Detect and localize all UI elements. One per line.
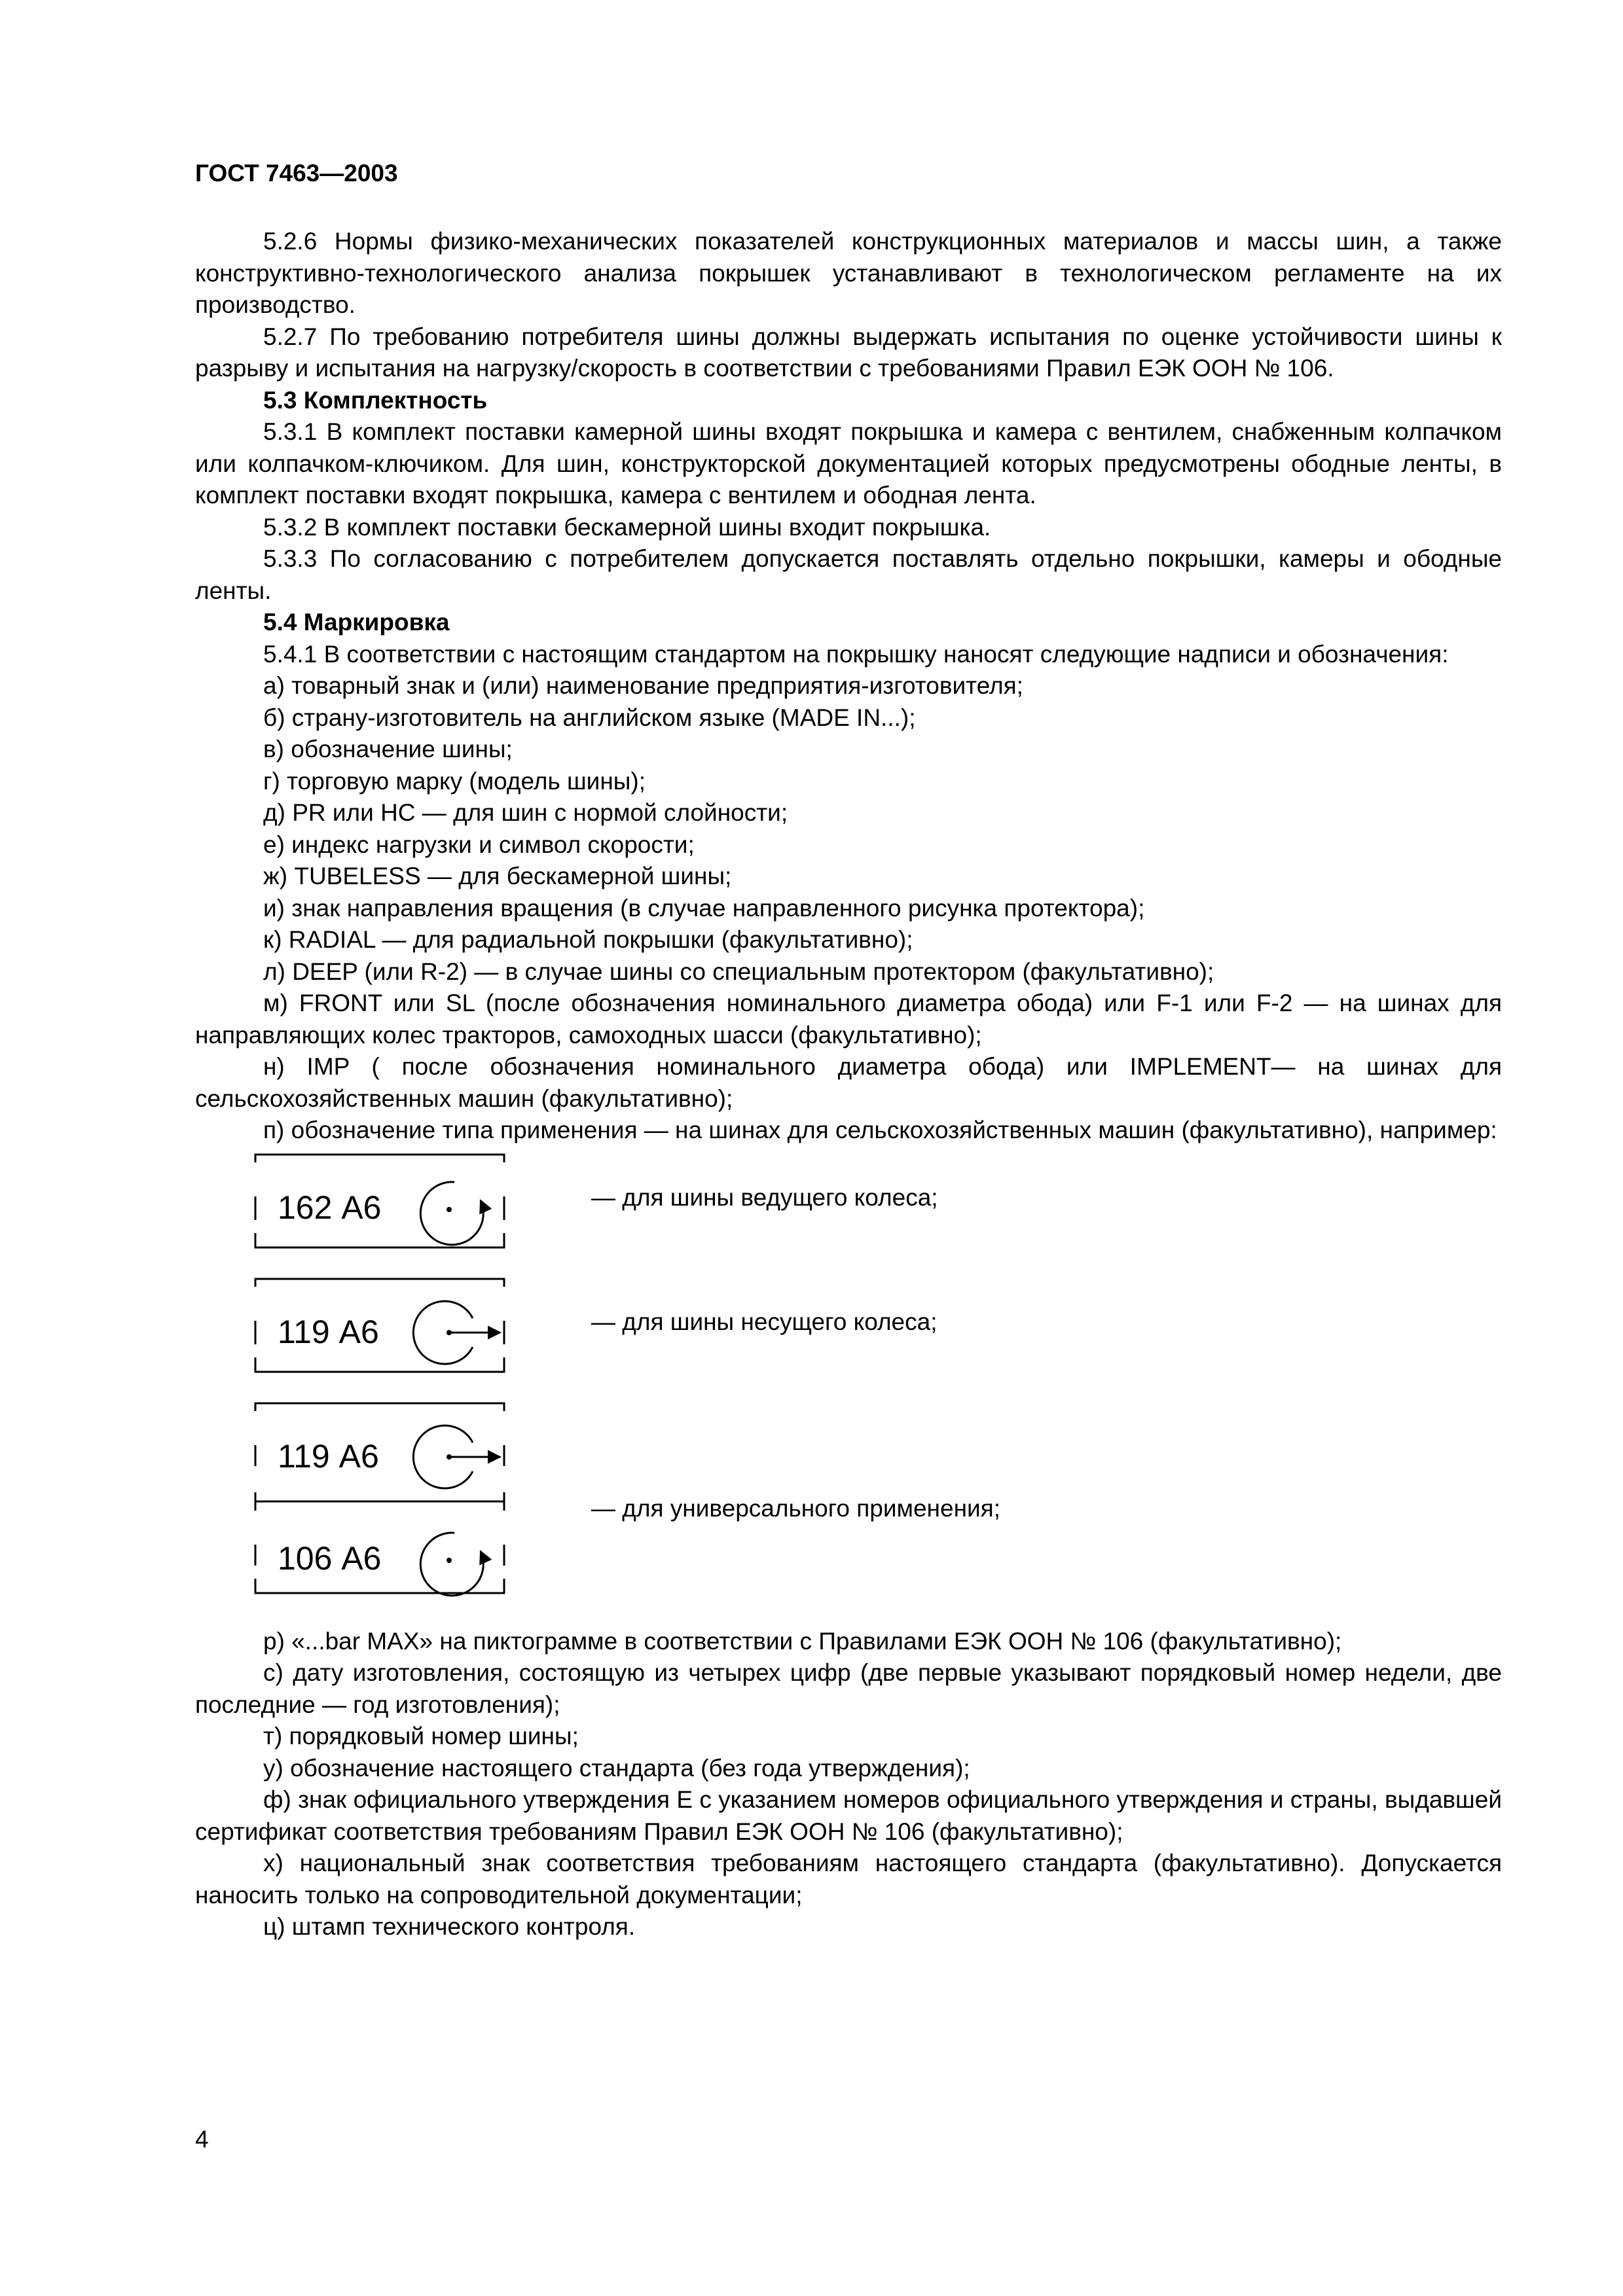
document-body [195, 226, 1502, 1943]
paragraph-5-2-7: 5.2.7 По требованию потребителя шины должны выдержать испытания по оценке устойчивости шины к разрыву и испытания на нагрузку/скорость в соответствии с требованиями Правил ЕЭК ООН № 106. [195, 323, 1502, 382]
marking-figure [195, 1149, 1502, 1626]
list-item-f: ф) знак официального утверждения Е с указанием номеров официального утверждения и страны, выдавшей сертификат соответствия требованиям Правил ЕЭК ООН № 106 (факультативно); [195, 1786, 1502, 1845]
marking-label: 119 А6 [278, 1437, 379, 1475]
section-heading-5-3: 5.3 Комплектность [263, 386, 488, 414]
marking-box-carry [255, 1279, 504, 1372]
list-item: г) торговую марку (модель шины); [263, 767, 646, 795]
list-item-p: п) обозначение типа применения — на шинах для сельскохозяйственных машин (факультативно), например: [263, 1117, 1497, 1143]
paragraph-5-4-1: 5.4.1 В соответствии с настоящим стандартом на покрышку наносят следующие надписи и обозначения: [263, 640, 1449, 668]
list-item-u: у) обозначение настоящего стандарта (без года утверждения); [263, 1754, 970, 1782]
list-item-r: р) «...bar MAX» на пиктограмме в соответствии с Правилами ЕЭК ООН № 106 (факультативно); [263, 1627, 1342, 1655]
list-item-t: т) порядковый номер шины; [263, 1723, 579, 1749]
list-item: ж) TUBELESS — для бескамерной шины; [263, 863, 732, 889]
list-item: к) RADIAL — для радиальной покрышки (факультативно); [263, 926, 913, 953]
list-item-s: с) дату изготовления, состоящую из четырех цифр (две первые указывают порядковый номер недели, две последние — год изготовления); [195, 1659, 1502, 1718]
list-item: л) DEEP (или R-2) — в случае шины со специальным протектором (факультативно); [263, 958, 1214, 985]
list-item-m: м) FRONT или SL (после обозначения номинального диаметра обода) или F-1 или F-2 — на шинах для направляющих колес тракторов, самоходных шасси (факультативно); [195, 990, 1502, 1049]
paragraph-5-3-1: 5.3.1 В комплект поставки камерной шины входят покрышка и камера с вентилем, снабженным колпачком или колпачком-ключиком. Для шин, конструкторской документацией которых предусмотрены ободные ленты, в комплект поставки входят покрышка, камера с вентилем и ободная лента. [195, 418, 1502, 509]
caption-drive-wheel: — для шины ведущего колеса; [591, 1183, 938, 1211]
marking-label: 162 А6 [278, 1189, 382, 1226]
straight-direction-icon [413, 1426, 500, 1488]
rotation-direction-icon [420, 1181, 483, 1244]
section-heading-5-4: 5.4 Маркировка [263, 609, 450, 636]
page-number: 4 [195, 2126, 209, 2153]
list-item-ts: ц) штамп технического контроля. [263, 1913, 636, 1940]
paragraph-5-3-2: 5.3.2 В комплект поставки бескамерной шины входит покрышка. [263, 513, 991, 541]
list-item: в) обозначение шины; [263, 736, 513, 762]
caption-universal: — для универсального применения; [591, 1494, 1000, 1522]
marking-label: 119 А6 [278, 1313, 379, 1350]
list-item: а) товарный знак и (или) наименование предприятия-изготовителя; [263, 672, 1023, 699]
list-item: д) PR или HC — для шин с нормой слойности; [263, 799, 788, 826]
marking-box-drive [255, 1155, 504, 1247]
marking-label: 106 А6 [278, 1539, 382, 1577]
document-header: ГОСТ 7463—2003 [195, 160, 398, 187]
paragraph-5-3-3: 5.3.3 По согласованию с потребителем допускается поставлять отдельно покрышки, камеры и ободные ленты. [195, 545, 1502, 604]
caption-carry-wheel: — для шины несущего колеса; [591, 1308, 938, 1335]
list-item: е) индекс нагрузки и символ скорости; [263, 831, 695, 858]
list-item: б) страну-изготовитель на английском языке (MADE IN...); [263, 704, 916, 731]
marking-box-universal [255, 1403, 504, 1596]
straight-direction-icon [413, 1301, 500, 1364]
list-item-n: н) IMP ( после обозначения номинального диаметра обода) или IMPLEMENT— на шинах для сельскохозяйственных машин (факультативно); [195, 1053, 1502, 1112]
rotation-direction-icon [420, 1532, 483, 1595]
marking-diagram [251, 1149, 539, 1614]
list-item: и) знак направления вращения (в случае направленного рисунка протектора); [263, 894, 1145, 922]
paragraph-5-2-6: 5.2.6 Нормы физико-механических показателей конструкционных материалов и массы шин, а также конструктивно-технологического анализа покрышек устанавливают в технологическом регламенте на их производство. [195, 228, 1502, 318]
list-item-kh: х) национальный знак соответствия требованиям настоящего стандарта (факультативно). Допускается наносить только на сопроводительной документации; [195, 1850, 1502, 1909]
